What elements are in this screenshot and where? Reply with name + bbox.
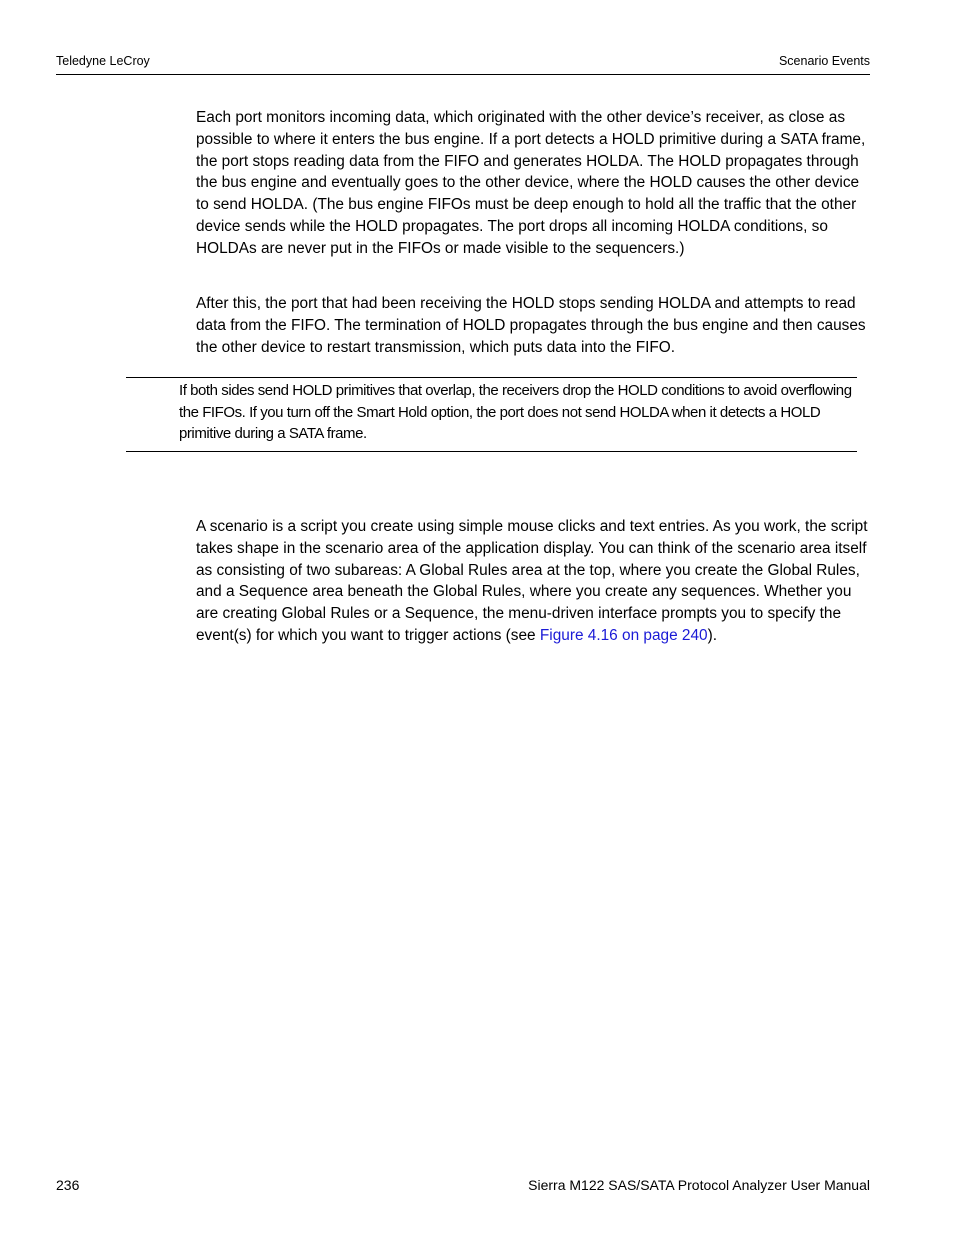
header-company: Teledyne LeCroy bbox=[56, 54, 150, 68]
page-footer bbox=[56, 1177, 870, 1197]
manual-title: Sierra M122 SAS/SATA Protocol Analyzer User Manual bbox=[528, 1177, 870, 1193]
body-paragraph-scenario bbox=[196, 516, 871, 647]
scenario-text-end: ). bbox=[707, 626, 718, 644]
note-text: If both sides send HOLD primitives that overlap, the receivers drop the HOLD conditions to avoid overflowing the FIFOs. If you turn off the Smart Hold option, the port does not send HOLDA when it detects a HOLD primitive during a SATA frame. bbox=[179, 382, 852, 443]
figure-reference-link[interactable]: Figure 4.16 on page 240 bbox=[539, 626, 708, 644]
note-box bbox=[126, 377, 857, 452]
page-number: 236 bbox=[56, 1177, 80, 1193]
body-paragraph-hold-monitoring: Each port monitors incoming data, which originated with the other device’s receiver, as close as possible to where it enters the bus engine. If a port detects a HOLD primitive during a SATA frame, the port stops reading data from the FIFO and generates HOLDA. The HOLD propagates through the bus engine and eventually goes to the other device, where the HOLD causes the other device to send HOLDA. (The bus engine FIFOs must be deep enough to hold all the traffic that the other device sends while the HOLD propagates. The port drops all incoming HOLDA conditions, so HOLDAs are never put in the FIFOs or made visible to the sequencers.) bbox=[196, 109, 866, 257]
scenario-text: A scenario is a script you create using simple mouse clicks and text entries. As you work, the script takes shape in the scenario area of the application display. You can think of the scenario area itself as consisting of two subareas: A Global Rules area at the top, where you create the Global Rules, and a Sequence area beneath the Global Rules, where you create any sequences. Whether you are creating Global Rules or a Sequence, the menu-driven interface prompts you to specify the event(s) for which you want to trigger actions (see bbox=[196, 518, 868, 644]
page-header bbox=[56, 52, 870, 75]
header-section-title: Scenario Events bbox=[778, 54, 870, 68]
body-paragraph-hold-termination: After this, the port that had been receiving the HOLD stops sending HOLDA and attempts to read data from the FIFO. The termination of HOLD propagates through the bus engine and then causes the other device to restart transmission, which puts data into the FIFO. bbox=[196, 295, 866, 356]
